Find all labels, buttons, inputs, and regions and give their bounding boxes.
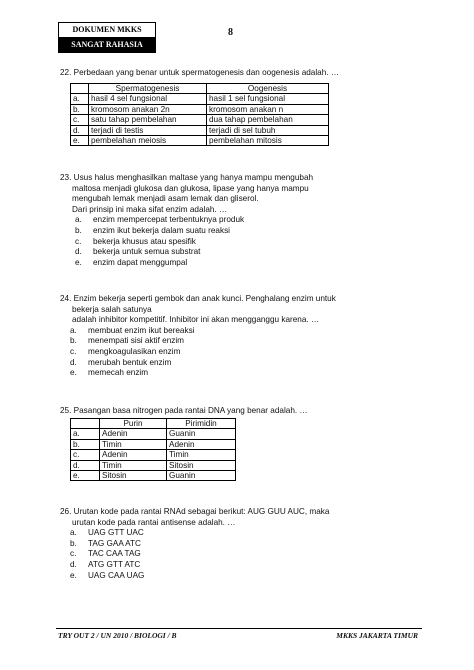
footer-left: TRY OUT 2 / UN 2010 / BIOLOGI / B: [58, 631, 177, 640]
option-letter: b.: [71, 104, 89, 114]
table-column-header: Oogenesis: [207, 84, 329, 94]
option-letter: a.: [75, 215, 82, 225]
question-24-line: bekerja salah satunya: [72, 304, 152, 314]
question-25-stem: 25. Pasangan basa nitrogen pada rantai DNA yang benar adalah. …: [60, 406, 308, 415]
answer-option: [70, 549, 329, 560]
footer-right: MKKS JAKARTA TIMUR: [336, 631, 418, 640]
table-row: [71, 439, 236, 449]
answer-option: [70, 560, 329, 571]
option-letter: a.: [70, 528, 77, 538]
option-text: TAG GAA ATC: [88, 538, 141, 548]
option-letter: d.: [70, 559, 77, 569]
option-letter: d.: [70, 357, 77, 367]
option-letter: c.: [70, 346, 77, 356]
option-text: membuat enzim ikut bereaksi: [88, 325, 195, 335]
question-22: [60, 68, 339, 79]
answer-option: [70, 336, 336, 347]
table-cell: [71, 419, 100, 429]
table-cell: Timin: [167, 450, 236, 460]
answer-option: [70, 358, 336, 369]
question-22-table: [70, 83, 329, 146]
option-text: UAG GTT UAC: [88, 528, 144, 538]
option-letter: a.: [70, 325, 77, 335]
page-number: 8: [228, 27, 233, 38]
question-22-stem: 22. Perbedaan yang benar untuk spermatogenesis dan oogenesis adalah. …: [60, 68, 340, 77]
question-23: [60, 173, 313, 268]
answer-option: [70, 539, 329, 550]
table-cell: pembelahan meiosis: [89, 136, 207, 146]
question-23-line: mengubah lemak menjadi asam lemak dan gliserol.: [72, 194, 259, 204]
table-row: [71, 125, 329, 135]
option-letter: e.: [75, 257, 82, 267]
table-cell: Timin: [100, 439, 167, 449]
option-text: ATG GTT ATC: [88, 559, 141, 569]
option-letter: b.: [70, 336, 77, 346]
option-text: enzim mempercepat terbentuknya produk: [93, 215, 245, 225]
table-row: [71, 94, 329, 104]
secrecy-label: SANGAT RAHASIA: [59, 38, 155, 52]
table-row: [71, 136, 329, 146]
table-row: [71, 460, 236, 470]
table-column-header: Purin: [100, 419, 167, 429]
table-cell: Guanin: [167, 429, 236, 439]
table-row: [71, 115, 329, 125]
table-cell: pembelahan mitosis: [207, 136, 329, 146]
table-column-header: Spermatogenesis: [89, 84, 207, 94]
table-cell: terjadi di testis: [89, 125, 207, 135]
table-row: [71, 104, 329, 114]
question-24-line: adalah inhibitor kompetitif. Inhibitor ini akan mengganggu karena. …: [72, 315, 320, 325]
answer-option: [70, 368, 336, 379]
document-header-box: [58, 22, 156, 53]
table-row: [71, 450, 236, 460]
question-23-options: [60, 215, 313, 268]
question-24: [60, 294, 336, 379]
option-text: merubah bentuk enzim: [88, 357, 172, 367]
table-cell: [71, 84, 89, 94]
question-23-line: Dari prinsip ini maka sifat enzim adalah. …: [72, 204, 228, 214]
option-letter: e.: [70, 368, 77, 378]
question-24-options: [60, 326, 336, 379]
option-letter: b.: [70, 538, 77, 548]
answer-option: [75, 226, 313, 237]
option-text: bekerja khusus atau spesifik: [93, 236, 196, 246]
answer-option: [75, 237, 313, 248]
question-26-line: 26. Urutan kode pada rantai RNAd sebagai berikut: AUG GUU AUC, maka: [60, 507, 330, 516]
answer-option: [70, 528, 329, 539]
option-letter: c.: [75, 236, 82, 246]
option-text: enzim ikut bekerja dalam suatu reaksi: [93, 225, 230, 235]
option-text: menempati sisi aktif enzim: [88, 336, 185, 346]
answer-option: [75, 215, 313, 226]
option-text: bekerja untuk semua substrat: [93, 247, 201, 257]
table-cell: hasil 4 sel fungsional: [89, 94, 207, 104]
table-header-row: [71, 419, 236, 429]
option-letter: e.: [71, 471, 100, 481]
option-letter: e.: [70, 570, 77, 580]
question-24-line: 24. Enzim bekerja seperti gembok dan anak kunci. Penghalang enzim untuk: [60, 294, 336, 303]
table-cell: Sitosin: [100, 471, 167, 481]
option-letter: b.: [75, 225, 82, 235]
answer-option: [75, 247, 313, 258]
table-cell: Sitosin: [167, 460, 236, 470]
table-row: [71, 471, 236, 481]
question-25-table: [70, 418, 236, 481]
question-26-line: urutan kode pada rantai antisense adalah. …: [72, 517, 236, 527]
option-text: memecah enzim: [88, 368, 149, 378]
table-cell: Timin: [100, 460, 167, 470]
table-cell: Adenin: [167, 439, 236, 449]
question-23-line: maltosa menjadi glukosa dan glukosa, lipase yang hanya mampu: [72, 183, 309, 193]
option-letter: c.: [71, 115, 89, 125]
option-letter: a.: [71, 429, 100, 439]
question-23-line: 23. Usus halus menghasilkan maltase yang hanya mampu mengubah: [60, 173, 314, 182]
table-column-header: Pirimidin: [167, 419, 236, 429]
table-cell: Adenin: [100, 429, 167, 439]
option-letter: d.: [71, 460, 100, 470]
answer-option: [75, 258, 313, 269]
option-letter: a.: [71, 94, 89, 104]
table-row: [71, 429, 236, 439]
document-title: DOKUMEN MKKS: [59, 23, 155, 38]
option-letter: d.: [71, 125, 89, 135]
answer-option: [70, 571, 329, 582]
option-letter: c.: [70, 549, 77, 559]
option-text: mengkoagulasikan enzim: [88, 346, 181, 356]
answer-option: [70, 347, 336, 358]
table-cell: dua tahap pembelahan: [207, 115, 329, 125]
table-cell: kromosom anakan 2n: [89, 104, 207, 114]
table-cell: terjadi di sel tubuh: [207, 125, 329, 135]
option-letter: e.: [71, 136, 89, 146]
option-letter: c.: [71, 450, 100, 460]
question-26-options: [60, 528, 329, 581]
option-text: TAC CAA TAG: [88, 549, 141, 559]
option-text: UAG CAA UAG: [88, 570, 145, 580]
option-letter: d.: [75, 247, 82, 257]
footer-divider: [56, 628, 422, 629]
table-header-row: [71, 84, 329, 94]
table-cell: Adenin: [100, 450, 167, 460]
table-cell: kromosom anakan n: [207, 104, 329, 114]
option-letter: b.: [71, 439, 100, 449]
question-25: [60, 406, 308, 417]
question-26: [60, 507, 329, 581]
answer-option: [70, 326, 336, 337]
table-cell: satu tahap pembelahan: [89, 115, 207, 125]
option-text: enzim dapat menggumpal: [93, 257, 188, 267]
table-cell: Guanin: [167, 471, 236, 481]
table-cell: hasil 1 sel fungsional: [207, 94, 329, 104]
